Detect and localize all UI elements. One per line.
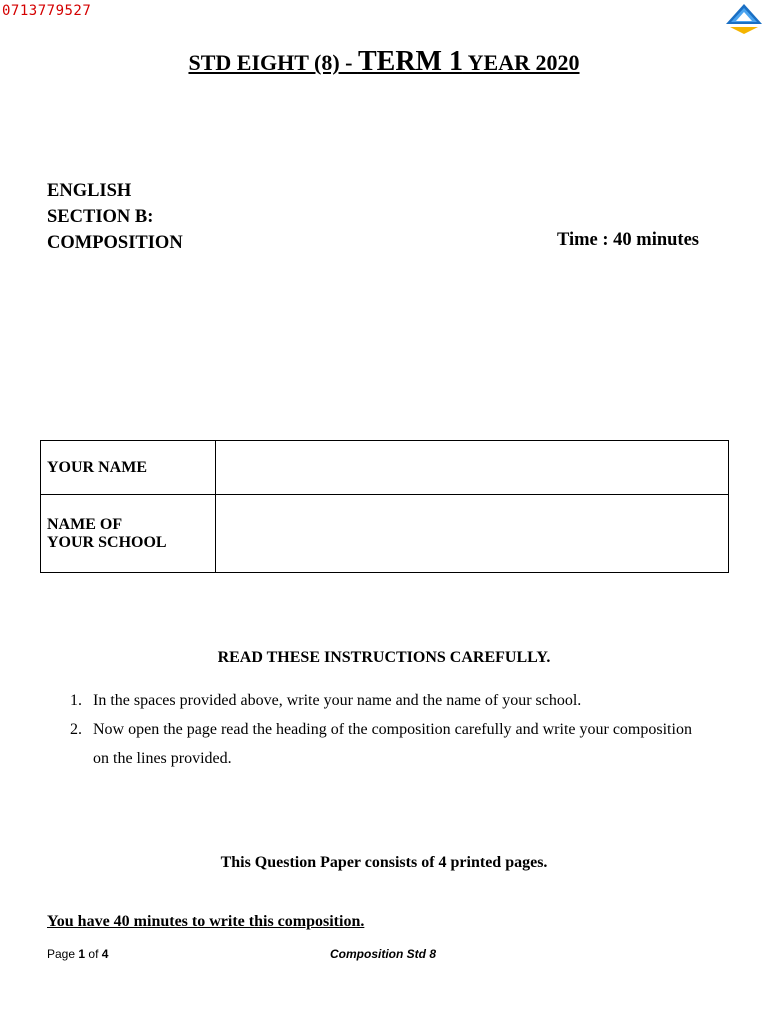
paper-line: COMPOSITION	[47, 233, 183, 253]
section-line: SECTION B:	[47, 207, 154, 227]
pages-note: This Question Paper consists of 4 printed pages.	[220, 854, 548, 871]
instructions-list	[70, 686, 710, 773]
school-field[interactable]	[216, 495, 729, 573]
page-total: 4	[101, 947, 109, 961]
student-info-table	[40, 440, 729, 573]
item-text: In the spaces provided above, write your name and the name of your school.	[93, 692, 582, 709]
page-title	[0, 46, 768, 78]
subject-block	[47, 178, 183, 256]
pyramid-logo-icon	[724, 2, 764, 36]
name-field[interactable]	[216, 441, 729, 495]
title-part-1: STD EIGHT (8) -	[188, 50, 358, 75]
name-label: YOUR NAME	[41, 441, 216, 495]
subject-line: ENGLISH	[47, 181, 132, 201]
time-allowed: Time : 40 minutes	[557, 230, 700, 250]
page-word: Page	[47, 947, 76, 961]
instructions-heading: READ THESE INSTRUCTIONS CAREFULLY.	[217, 649, 551, 666]
school-label-line-2: YOUR SCHOOL	[47, 533, 167, 551]
list-item	[70, 686, 710, 715]
of-word: of	[88, 947, 99, 961]
list-item	[70, 715, 710, 773]
school-label	[41, 495, 216, 573]
page-indicator	[47, 947, 108, 961]
item-text: Now open the page read the heading of the composition carefully and write your composition on the lines provided.	[93, 721, 692, 767]
document-name: Composition Std 8	[330, 947, 436, 961]
school-label-line-1: NAME OF	[47, 515, 123, 533]
table-row	[41, 495, 729, 573]
phone-number: 0713779527	[2, 3, 92, 19]
title-part-3: YEAR 2020	[462, 50, 580, 75]
item-number: 1.	[70, 692, 82, 709]
time-note: You have 40 minutes to write this composition.	[47, 913, 365, 930]
page-number: 1	[78, 947, 86, 961]
table-row	[41, 441, 729, 495]
title-part-2: TERM 1	[357, 46, 463, 77]
item-number: 2.	[70, 721, 82, 738]
